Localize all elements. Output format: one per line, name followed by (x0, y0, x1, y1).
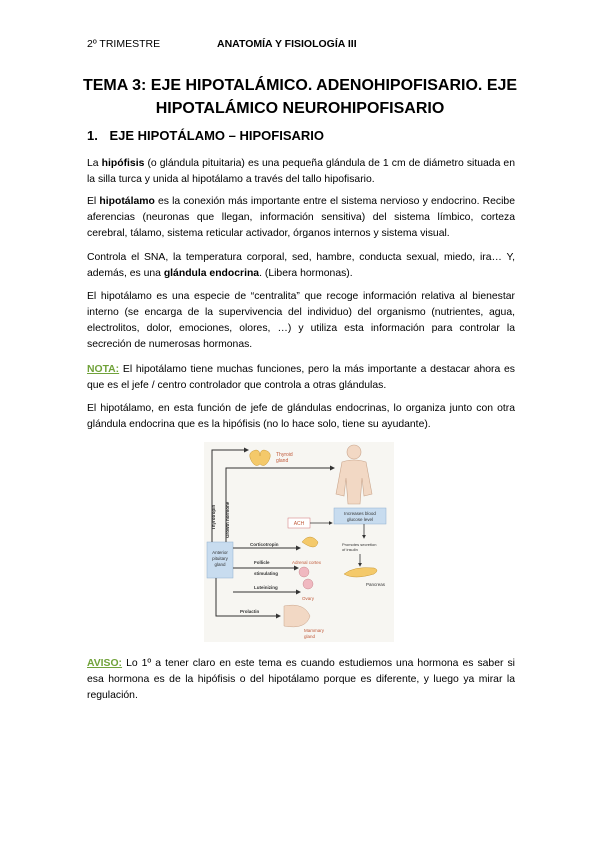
p1-text-c: (o glándula pituitaria) es una pequeña glándula de 1 cm de diámetro situada en la silla turca y unida al hipotálamo a través del tallo hipofisario. (87, 158, 515, 185)
paragraph-nota (87, 362, 515, 394)
corticotropin-label: Corticotropin (250, 542, 279, 547)
p1-text-a: La (87, 158, 102, 169)
glucose-label-1: Increases blood (344, 511, 376, 516)
page-title: TEMA 3: EJE HIPOTALÁMICO. ADENOHIPOFISARIO. EJE HIPOTALÁMICO NEUROHIPOFISARIO (82, 77, 518, 117)
follicle-label-2: stimulating (254, 571, 279, 576)
p2-text-c: es la conexión más importante entre el sistema nervioso y endocrino. Recibe aferencias (neuronas que llegan, información sensitiva) del sistema límbico, corteza cerebral, tálamo, sistema reticular activador, órganos internos y sistema visual. (87, 196, 515, 239)
pancreas-label: Pancreas (366, 582, 386, 587)
p2-text-a: El (87, 196, 100, 207)
nota-text: El hipotálamo tiene muchas funciones, pero la más importante a destacar ahora es que es el jefe / centro controlador que controla a otras glándulas. (87, 364, 515, 391)
paragraph-hipofisis (87, 156, 515, 188)
section-title: EJE HIPOTÁLAMO – HIPOFISARIO (109, 128, 324, 143)
adrenal-label: Adrenal cortex (292, 560, 322, 565)
luteinizing-label: Luteinizing (254, 585, 278, 590)
follicle-label-1: Follicle (254, 560, 270, 565)
nota-label: NOTA: (87, 364, 120, 375)
p2-term: hipotálamo (99, 196, 155, 207)
p3-text-c: . (Libera hormonas). (259, 268, 353, 279)
pituitary-label-3: gland (214, 562, 226, 567)
p3-term: glándula endocrina (163, 268, 260, 279)
prolactin-label: Prolactin (240, 609, 260, 614)
mammary-label-1: Mammary (304, 628, 324, 633)
header-subject: ANATOMÍA Y FISIOLOGÍA III (217, 38, 357, 50)
ovary-label: Ovary (302, 596, 315, 601)
insulin-label-1: Promotes secretion (342, 542, 377, 547)
aviso-label: AVISO: (87, 658, 123, 669)
insulin-label-2: of insulin (342, 547, 358, 552)
paragraph-aviso (87, 656, 515, 704)
thyrotropin-label: Thyrotropin (211, 504, 216, 530)
thyroid-label-2: gland (276, 458, 289, 464)
glucose-label-2: glucose level (346, 517, 374, 522)
paragraph-hipotalamo (87, 194, 515, 242)
paragraph-jefe: El hipotálamo, en esta función de jefe de glándulas endocrinas, lo organiza junto con otra glándula endocrina que es la hipófisis (no lo hace solo, tiene su ayudante). (87, 403, 515, 430)
pituitary-hormones-diagram (204, 442, 394, 642)
aviso-text: Lo 1º a tener claro en este tema es cuando estudiemos una hormona es saber si esa hormona es de la hipófisis o del hipotálamo porque es diferente, y luego ya mirar la regulación. (87, 658, 515, 701)
ach-label: ACH (293, 521, 305, 527)
growth-hormone-label: Growth hormone (225, 501, 230, 538)
header-term: 2º TRIMESTRE (87, 38, 161, 50)
pituitary-label-2: pituitary (212, 556, 228, 561)
paragraph-controla (87, 250, 515, 282)
p3-text-a: Controla el SNA, la temperatura corporal, sed, hambre, conducta sexual, miedo, ira… Y, además, es una (87, 252, 515, 279)
section-heading (87, 128, 324, 143)
pituitary-label-1: Anterior (212, 550, 228, 555)
paragraph-centralita: El hipotálamo es una especie de “centralita” que recoge información relativa al bienestar interno (se encarga de la supervivencia del individuo) del organismo (nutrientes, agua, electrolitos, dolor, emociones, olores, …) y utiliza esta información para controlar la secreción de numerosas hormonas. (87, 291, 515, 350)
thyroid-label-1: Thyroid (276, 452, 293, 458)
p1-term: hipófisis (101, 158, 145, 169)
mammary-label-2: gland (304, 634, 316, 639)
section-number: 1. (87, 128, 98, 143)
